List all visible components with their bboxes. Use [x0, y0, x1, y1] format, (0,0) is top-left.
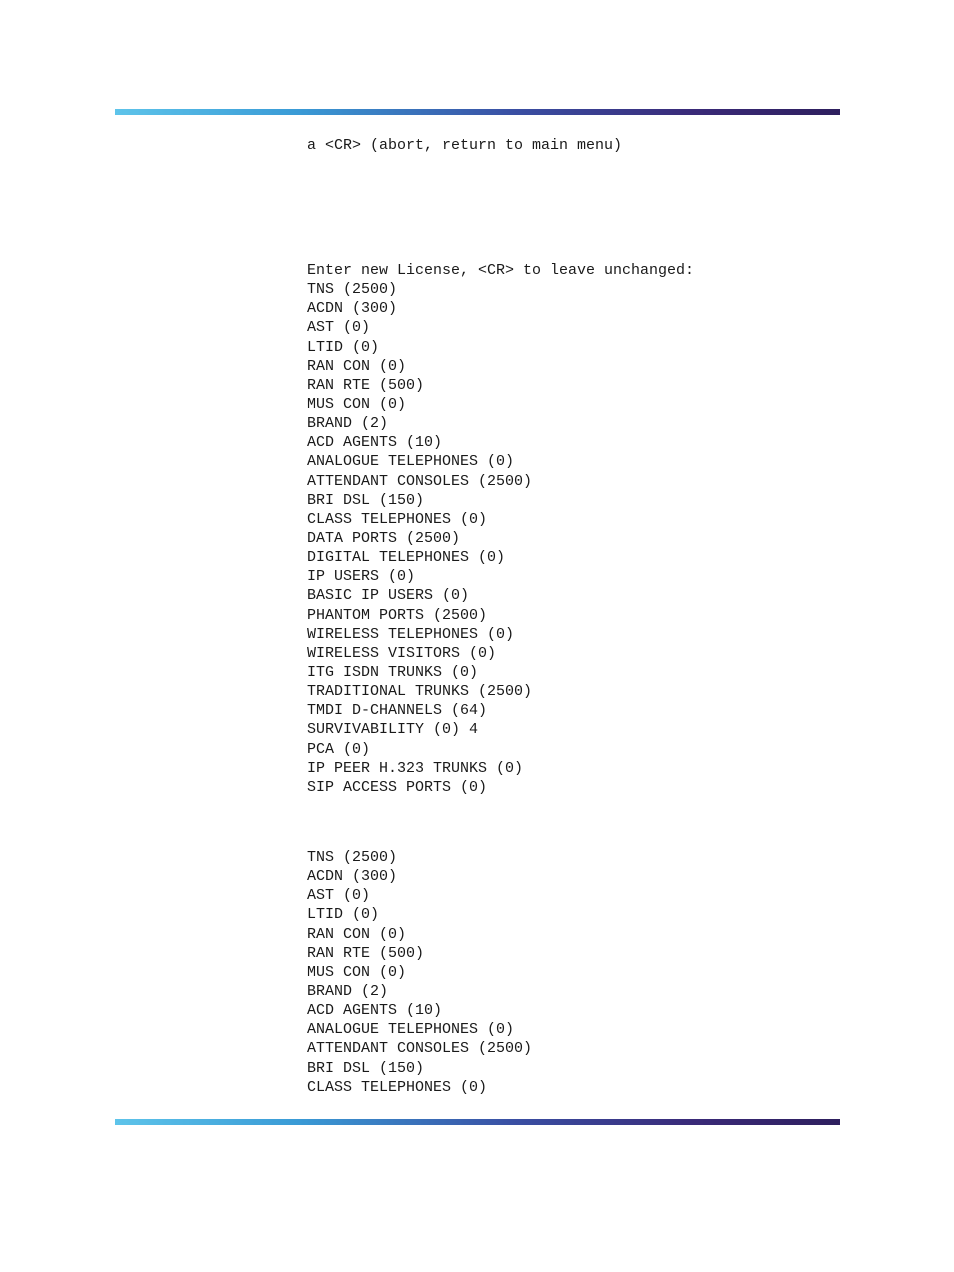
- code-line: Enter new License, <CR> to leave unchanged:: [307, 262, 695, 279]
- code-line: LTID (0): [307, 338, 380, 356]
- code-line: BRAND (2): [307, 415, 389, 433]
- code-line: RAN CON (0): [307, 357, 407, 375]
- code-line: DATA PORTS (2500): [307, 529, 461, 547]
- code-line: ACD AGENTS (10): [307, 1002, 443, 1020]
- code-line: SIP ACCESS PORTS (0): [307, 778, 488, 796]
- code-line: MUS CON (0): [307, 963, 407, 981]
- code-line: TNS (2500): [307, 849, 398, 866]
- license-output-block: [307, 848, 532, 1097]
- footer-rule: [115, 1119, 840, 1125]
- code-line: MUS CON (0): [307, 395, 407, 413]
- abort-instruction-line: a <CR> (abort, return to main menu): [307, 137, 623, 154]
- code-line: BASIC IP USERS (0): [307, 587, 470, 605]
- code-line: SURVIVABILITY (0) 4: [307, 721, 479, 739]
- code-line: ACD AGENTS (10): [307, 434, 443, 452]
- code-line: BRAND (2): [307, 982, 389, 1000]
- code-line: RAN RTE (500): [307, 944, 425, 962]
- license-prompt-block: [307, 261, 694, 797]
- code-line: ANALOGUE TELEPHONES (0): [307, 453, 515, 471]
- code-line: IP PEER H.323 TRUNKS (0): [307, 759, 524, 777]
- code-line: TMDI D-CHANNELS (64): [307, 702, 488, 720]
- code-line: ITG ISDN TRUNKS (0): [307, 663, 479, 681]
- code-line: ATTENDANT CONSOLES (2500): [307, 1040, 533, 1058]
- code-line: DIGITAL TELEPHONES (0): [307, 549, 506, 567]
- code-line: ATTENDANT CONSOLES (2500): [307, 472, 533, 490]
- code-line: BRI DSL (150): [307, 491, 425, 509]
- code-line: WIRELESS TELEPHONES (0): [307, 625, 515, 643]
- code-line: CLASS TELEPHONES (0): [307, 1078, 488, 1096]
- code-line: RAN RTE (500): [307, 376, 425, 394]
- code-line: CLASS TELEPHONES (0): [307, 510, 488, 528]
- code-line: TRADITIONAL TRUNKS (2500): [307, 683, 533, 701]
- code-line: AST (0): [307, 887, 371, 905]
- code-line: ACDN (300): [307, 300, 398, 318]
- header-rule: [115, 109, 840, 115]
- code-line: RAN CON (0): [307, 925, 407, 943]
- code-line: WIRELESS VISITORS (0): [307, 644, 497, 662]
- code-line: PHANTOM PORTS (2500): [307, 606, 488, 624]
- code-line: ACDN (300): [307, 868, 398, 886]
- code-line: ANALOGUE TELEPHONES (0): [307, 1021, 515, 1039]
- code-line: LTID (0): [307, 906, 380, 924]
- code-line: IP USERS (0): [307, 568, 416, 586]
- code-line: TNS (2500): [307, 281, 398, 299]
- code-line: AST (0): [307, 319, 371, 337]
- code-line: PCA (0): [307, 740, 371, 758]
- code-line: BRI DSL (150): [307, 1059, 425, 1077]
